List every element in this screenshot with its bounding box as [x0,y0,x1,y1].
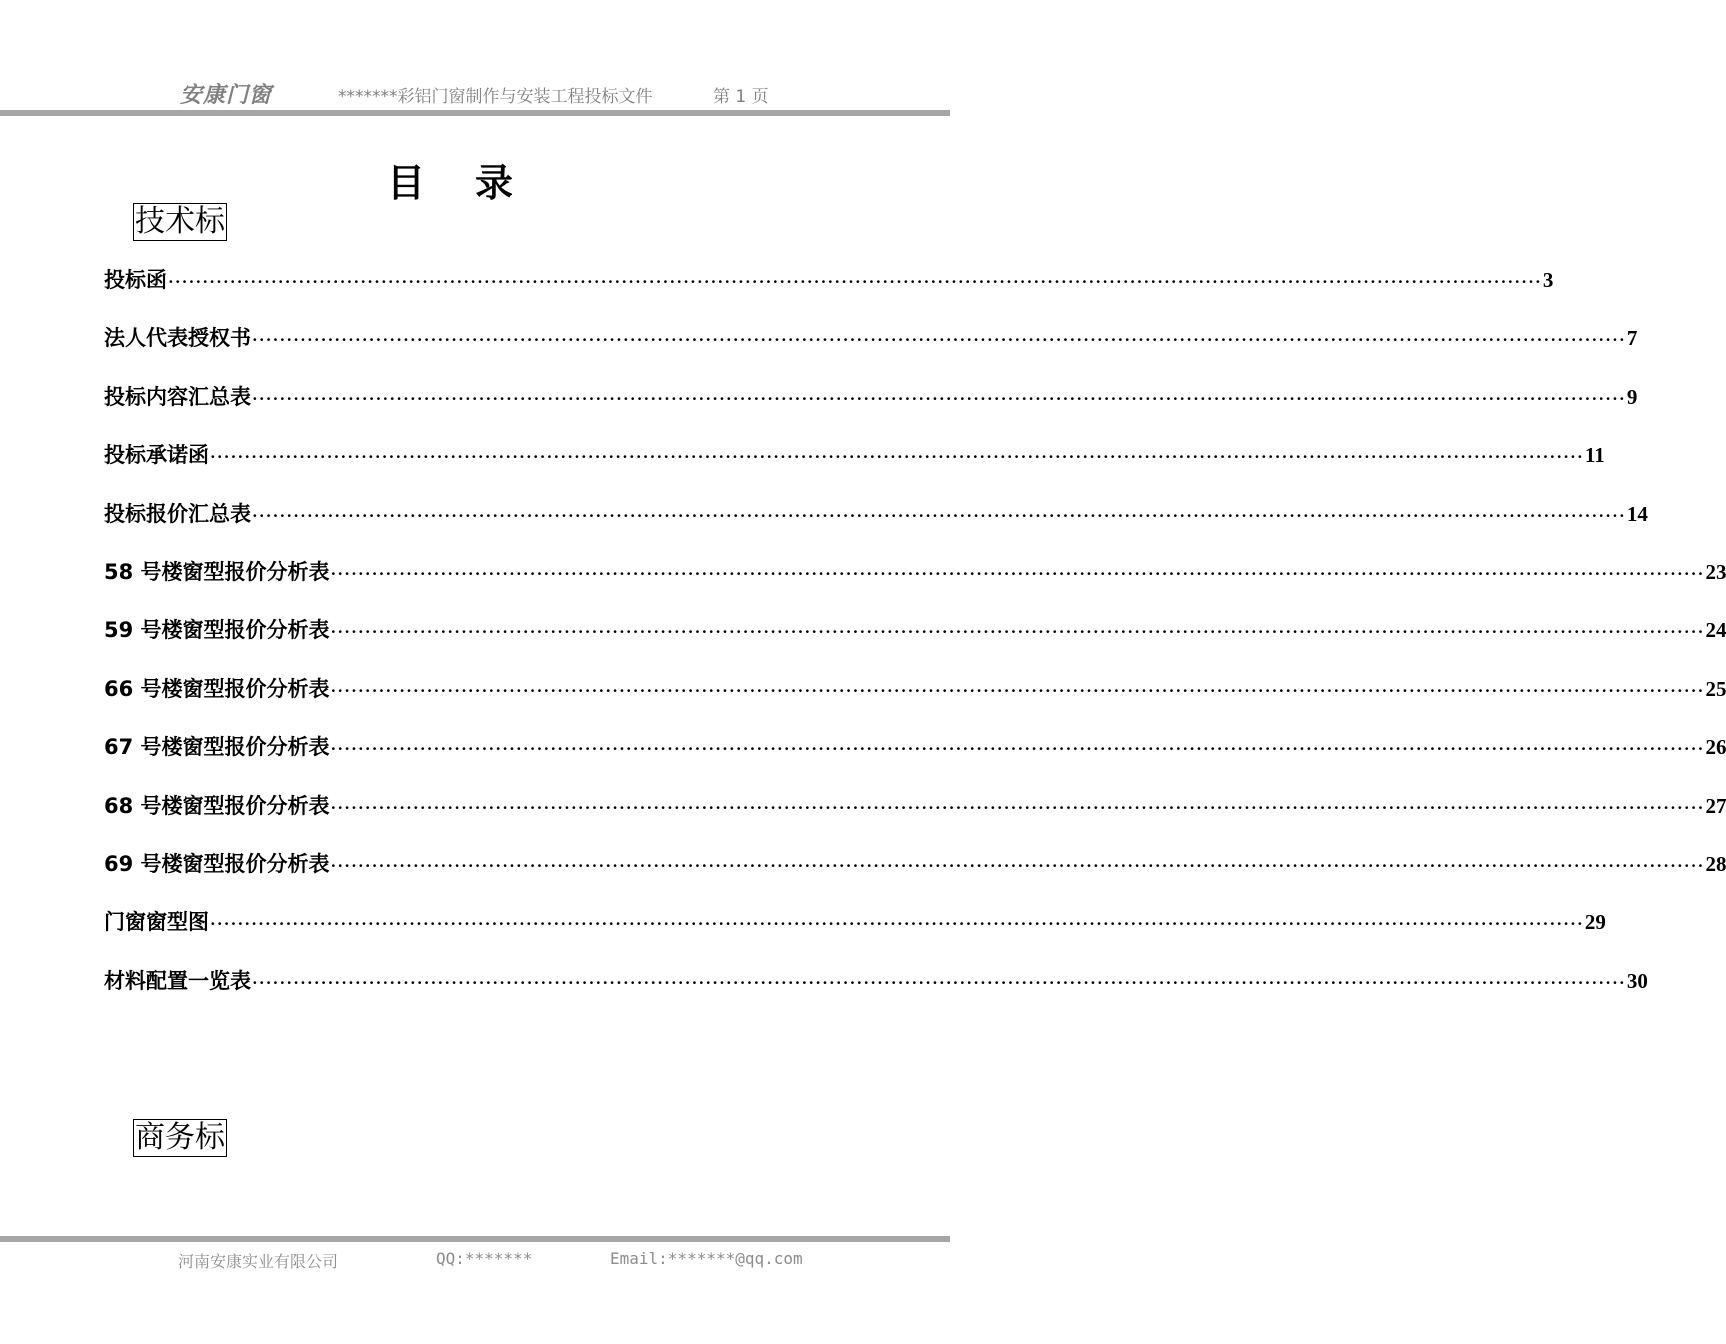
toc-dot-leader: ········································································································································································································ [252,505,1626,525]
toc-entry-page: 27 [1705,793,1726,818]
toc-entry-page: 26 [1705,735,1726,760]
footer-email: Email:*******@qq.com [610,1249,803,1268]
footer-qq: QQ:******* [436,1249,533,1268]
toc-entry-title: 投标报价汇总表 [104,501,251,526]
toc-dot-leader: ········································································································································································································ [252,972,1626,992]
page-number: 第 1 页 [713,87,769,107]
toc-list [104,264,1726,1023]
toc-entry[interactable] [104,264,1554,322]
toc-entry-page: 23 [1705,559,1726,584]
toc-dot-leader: ········································································································································································································ [330,797,1705,817]
toc-entry[interactable] [104,790,1726,848]
toc-heading: 目录 [386,161,563,205]
toc-entry[interactable] [104,556,1726,614]
toc-entry[interactable] [104,965,1648,1023]
toc-entry-page: 24 [1705,618,1726,643]
toc-dot-leader: ········································································································································································································ [330,563,1705,583]
toc-entry-page: 28 [1705,851,1726,876]
toc-entry-title: 法人代表授权书 [104,326,251,351]
toc-entry-page: 7 [1626,326,1638,351]
toc-entry-title: 59 号楼窗型报价分析表 [104,618,330,643]
toc-entry[interactable] [104,381,1638,439]
toc-entry-page: 25 [1705,676,1726,701]
toc-entry-page: 14 [1626,501,1648,526]
toc-entry-title: 投标函 [104,268,167,292]
toc-entry-title: 投标内容汇总表 [104,384,251,409]
toc-entry-title: 58 号楼窗型报价分析表 [104,559,330,584]
toc-dot-leader: ········································································································································································································ [330,622,1705,642]
toc-entry-title: 69 号楼窗型报价分析表 [104,851,330,876]
toc-entry-title: 投标承诺函 [104,443,209,468]
toc-dot-leader: ········································································································································································································ [252,388,1626,408]
brand-logo-text: 安康门窗 [180,82,273,108]
toc-entry-title: 68 号楼窗型报价分析表 [104,793,330,818]
toc-entry[interactable] [104,848,1726,906]
toc-entry[interactable] [104,731,1726,789]
toc-dot-leader: ········································································································································································································ [168,272,1542,291]
toc-entry[interactable] [104,322,1638,380]
toc-entry[interactable] [104,673,1726,731]
toc-entry-title: 材料配置一览表 [104,968,251,993]
toc-dot-leader: ········································································································································································································ [330,739,1705,759]
footer-company: 河南安康实业有限公司 [178,1252,339,1271]
toc-entry[interactable] [104,439,1605,497]
toc-entry[interactable] [104,498,1648,556]
section-business-bid: 商务标 [135,1120,225,1155]
toc-entry-title: 67 号楼窗型报价分析表 [104,735,330,760]
footer-rule [0,1236,950,1242]
header-rule [0,110,950,116]
page-header [0,74,950,114]
toc-dot-leader: ········································································································································································································ [330,680,1705,700]
toc-entry-page: 3 [1542,268,1554,292]
document-title: *******彩铝门窗制作与安装工程投标文件 [338,87,653,107]
toc-entry-title: 门窗窗型图 [104,910,209,935]
toc-entry[interactable] [104,906,1606,964]
toc-entry-page: 11 [1584,443,1605,468]
toc-entry-title: 66 号楼窗型报价分析表 [104,676,330,701]
toc-dot-leader: ········································································································································································································ [210,447,1584,467]
toc-entry[interactable] [104,614,1726,672]
toc-entry-page: 30 [1626,968,1648,993]
section-technical-bid: 技术标 [135,204,225,239]
toc-entry-page: 9 [1626,384,1638,409]
toc-dot-leader: ········································································································································································································ [210,914,1584,934]
toc-dot-leader: ········································································································································································································ [252,330,1626,350]
toc-entry-page: 29 [1584,910,1606,935]
toc-dot-leader: ········································································································································································································ [330,855,1705,875]
